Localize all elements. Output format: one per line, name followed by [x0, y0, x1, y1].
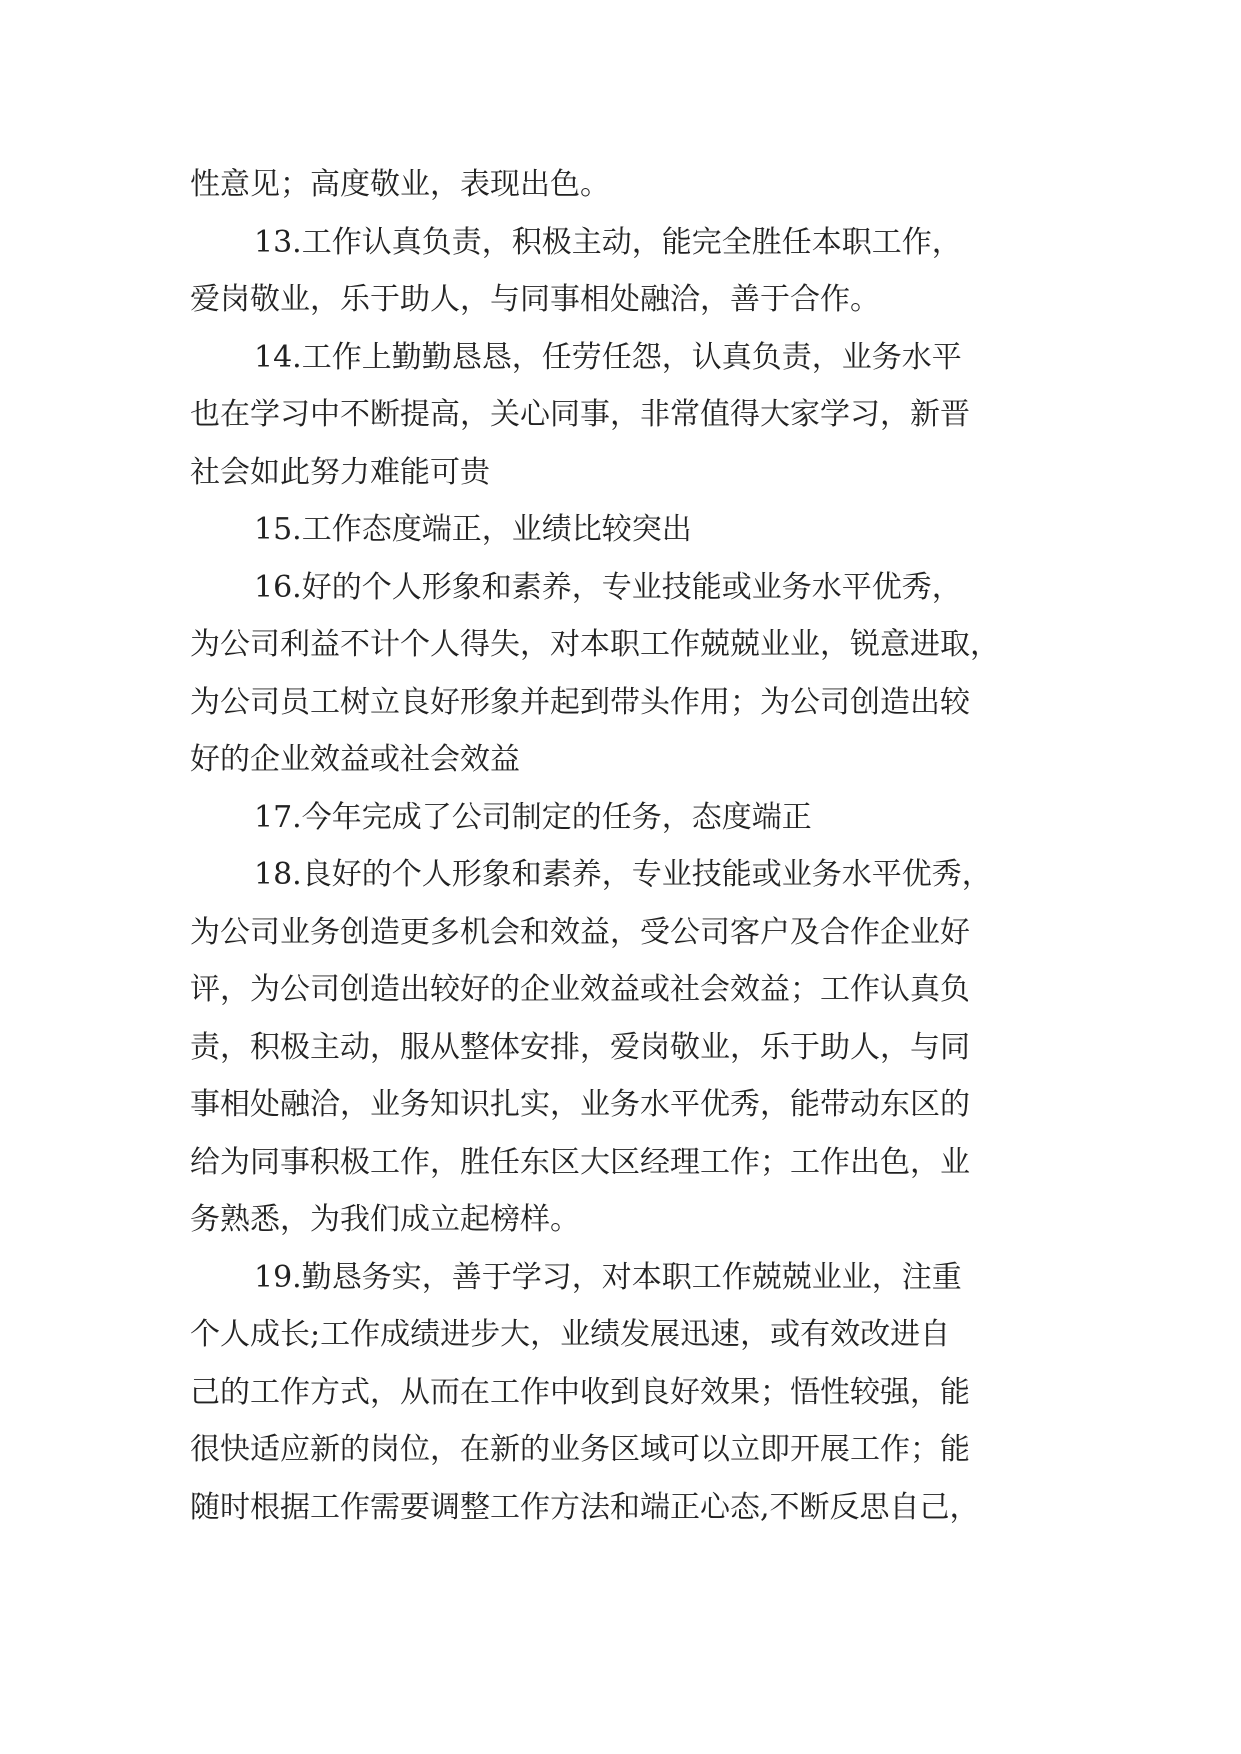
paragraph-item-16: 16.好的个人形象和素养，专业技能或业务水平优秀， 为公司利益不计个人得失，对本职工作兢兢业业，锐意进取， 为公司员工树立良好形象并起到带头作用；为公司创造出较 好的企业效益或社会效益: [190, 569, 1000, 777]
paragraph-item-18: 18.良好的个人形象和素养，专业技能或业务水平优秀， 为公司业务创造更多机会和效益，受公司客户及合作企业好 评，为公司创造出较好的企业效益或社会效益；工作认真负 责，积极主动，服从整体安排，爱岗敬业，乐于助人，与同 事相处融洽，业务知识扎实，业务水平优秀，能带动东区的 给为同事积极工作，胜任东区大区经理工作；工作出色，业 务熟悉，为我们成立起榜样。: [190, 857, 992, 1237]
paragraph-item-19: 19.勤恳务实，善于学习，对本职工作兢兢业业，注重 个人成长;工作成绩进步大，业绩发展迅速，或有效改进自 己的工作方式，从而在工作中收到良好效果；悟性较强，能 很快适应新的岗位，在新的业务区域可以立即开展工作；能 随时根据工作需要调整工作方法和端正心态,不断反思自己，: [190, 1259, 980, 1525]
paragraph-item-15: 15.工作态度端正，业绩比较突出: [254, 512, 692, 547]
paragraph-item-13: 13.工作认真负责，积极主动，能完全胜任本职工作， 爱岗敬业，乐于助人，与同事相处融洽，善于合作。: [190, 224, 962, 317]
paragraph-item-17: 17.今年完成了公司制定的任务，态度端正: [254, 799, 812, 835]
document-page: [190, 156, 1050, 1536]
paragraph-item-14: 14.工作上勤勤恳恳，任劳任怨，认真负责，业务水平 也在学习中不断提高，关心同事，非常值得大家学习，新晋 社会如此努力难能可贵: [190, 339, 970, 490]
paragraph-continuation: 性意见；高度敬业，表现出色。: [190, 167, 610, 202]
